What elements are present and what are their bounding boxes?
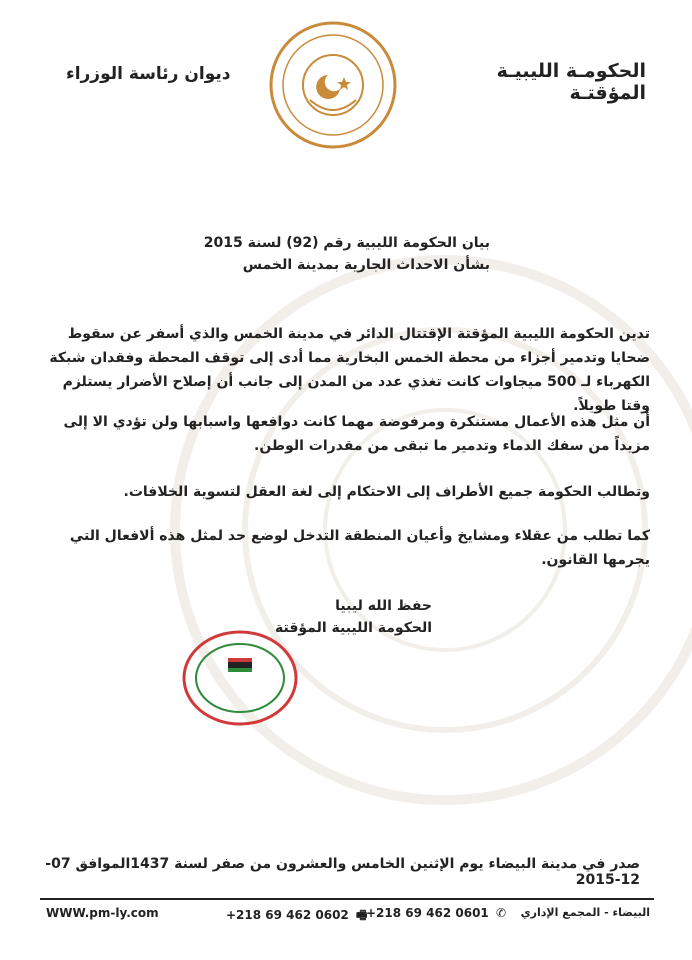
footer xyxy=(40,906,654,926)
statement-title: بيان الحكومة الليبية رقم (92) لسنة 2015 xyxy=(203,235,490,251)
body-paragraph-3: وتطالب الحكومة جميع الأطراف إلى الاحتكام إلى لغة العقل لتسوية الخلافات. xyxy=(123,484,650,500)
footer-divider xyxy=(40,898,654,900)
office-name: ديوان رئاسة الوزراء xyxy=(66,64,231,84)
closing-line-1: حفظ الله ليبيا xyxy=(335,598,432,614)
government-name: الحكومـة الليبيـة المؤقتـة xyxy=(496,60,646,104)
phone-number xyxy=(366,906,506,920)
website-link[interactable]: WWW.pm-ly.com xyxy=(46,906,159,920)
body-paragraph-4: كما تطلب من عقلاء ومشايخ وأعيان المنطقة التدخل لوضع حد لمثل هذه ألافعال التي يجرمها القانون. xyxy=(69,528,650,568)
closing-line-2: الحكومة الليبية المؤقتة xyxy=(275,620,432,636)
fax-number xyxy=(226,906,367,927)
government-seal-logo xyxy=(268,20,398,150)
body-paragraph-2: أن مثل هذه الأعمال مستنكرة ومرفوضة مهما كانت دوافعها واسبابها ولن تؤدي الا إلى مزيداً من سفك الدماء وتدمير ما تبقى من مقدرات الوطن. xyxy=(63,414,650,454)
phone-icon: ✆ xyxy=(495,906,507,920)
issue-date-line: صدر في مدينة البيضاء يوم الإثنين الخامس والعشرون من صفر لسنة 1437الموافق 07-12-2015 xyxy=(45,856,640,888)
statement-subject: بشأن الاحداث الجارية بمدينة الخمس xyxy=(242,257,490,273)
official-stamp xyxy=(180,628,300,728)
fax-number-text: +218 69 462 0602 xyxy=(226,908,349,922)
phone-number-text: +218 69 462 0601 xyxy=(366,906,489,920)
fax-icon: 🖷 xyxy=(355,908,368,922)
address: البيضاء - المجمع الإداري xyxy=(520,906,650,919)
body-paragraph-1: تدين الحكومة الليبية المؤقتة الإقتتال الدائر في مدينة الخمس والذي أسفر عن سقوط ضحايا وتدمير أجزاء من محطة الخمس البخارية مما أدى إلى توقف المحطة وفقدان شبكة الكهرباء لـ 500 ميجاوات كانت تغذي عدد من المدن إلى جانب أن إصلاح الأضرار يستلزم وقتا طويلاً. xyxy=(49,326,650,414)
